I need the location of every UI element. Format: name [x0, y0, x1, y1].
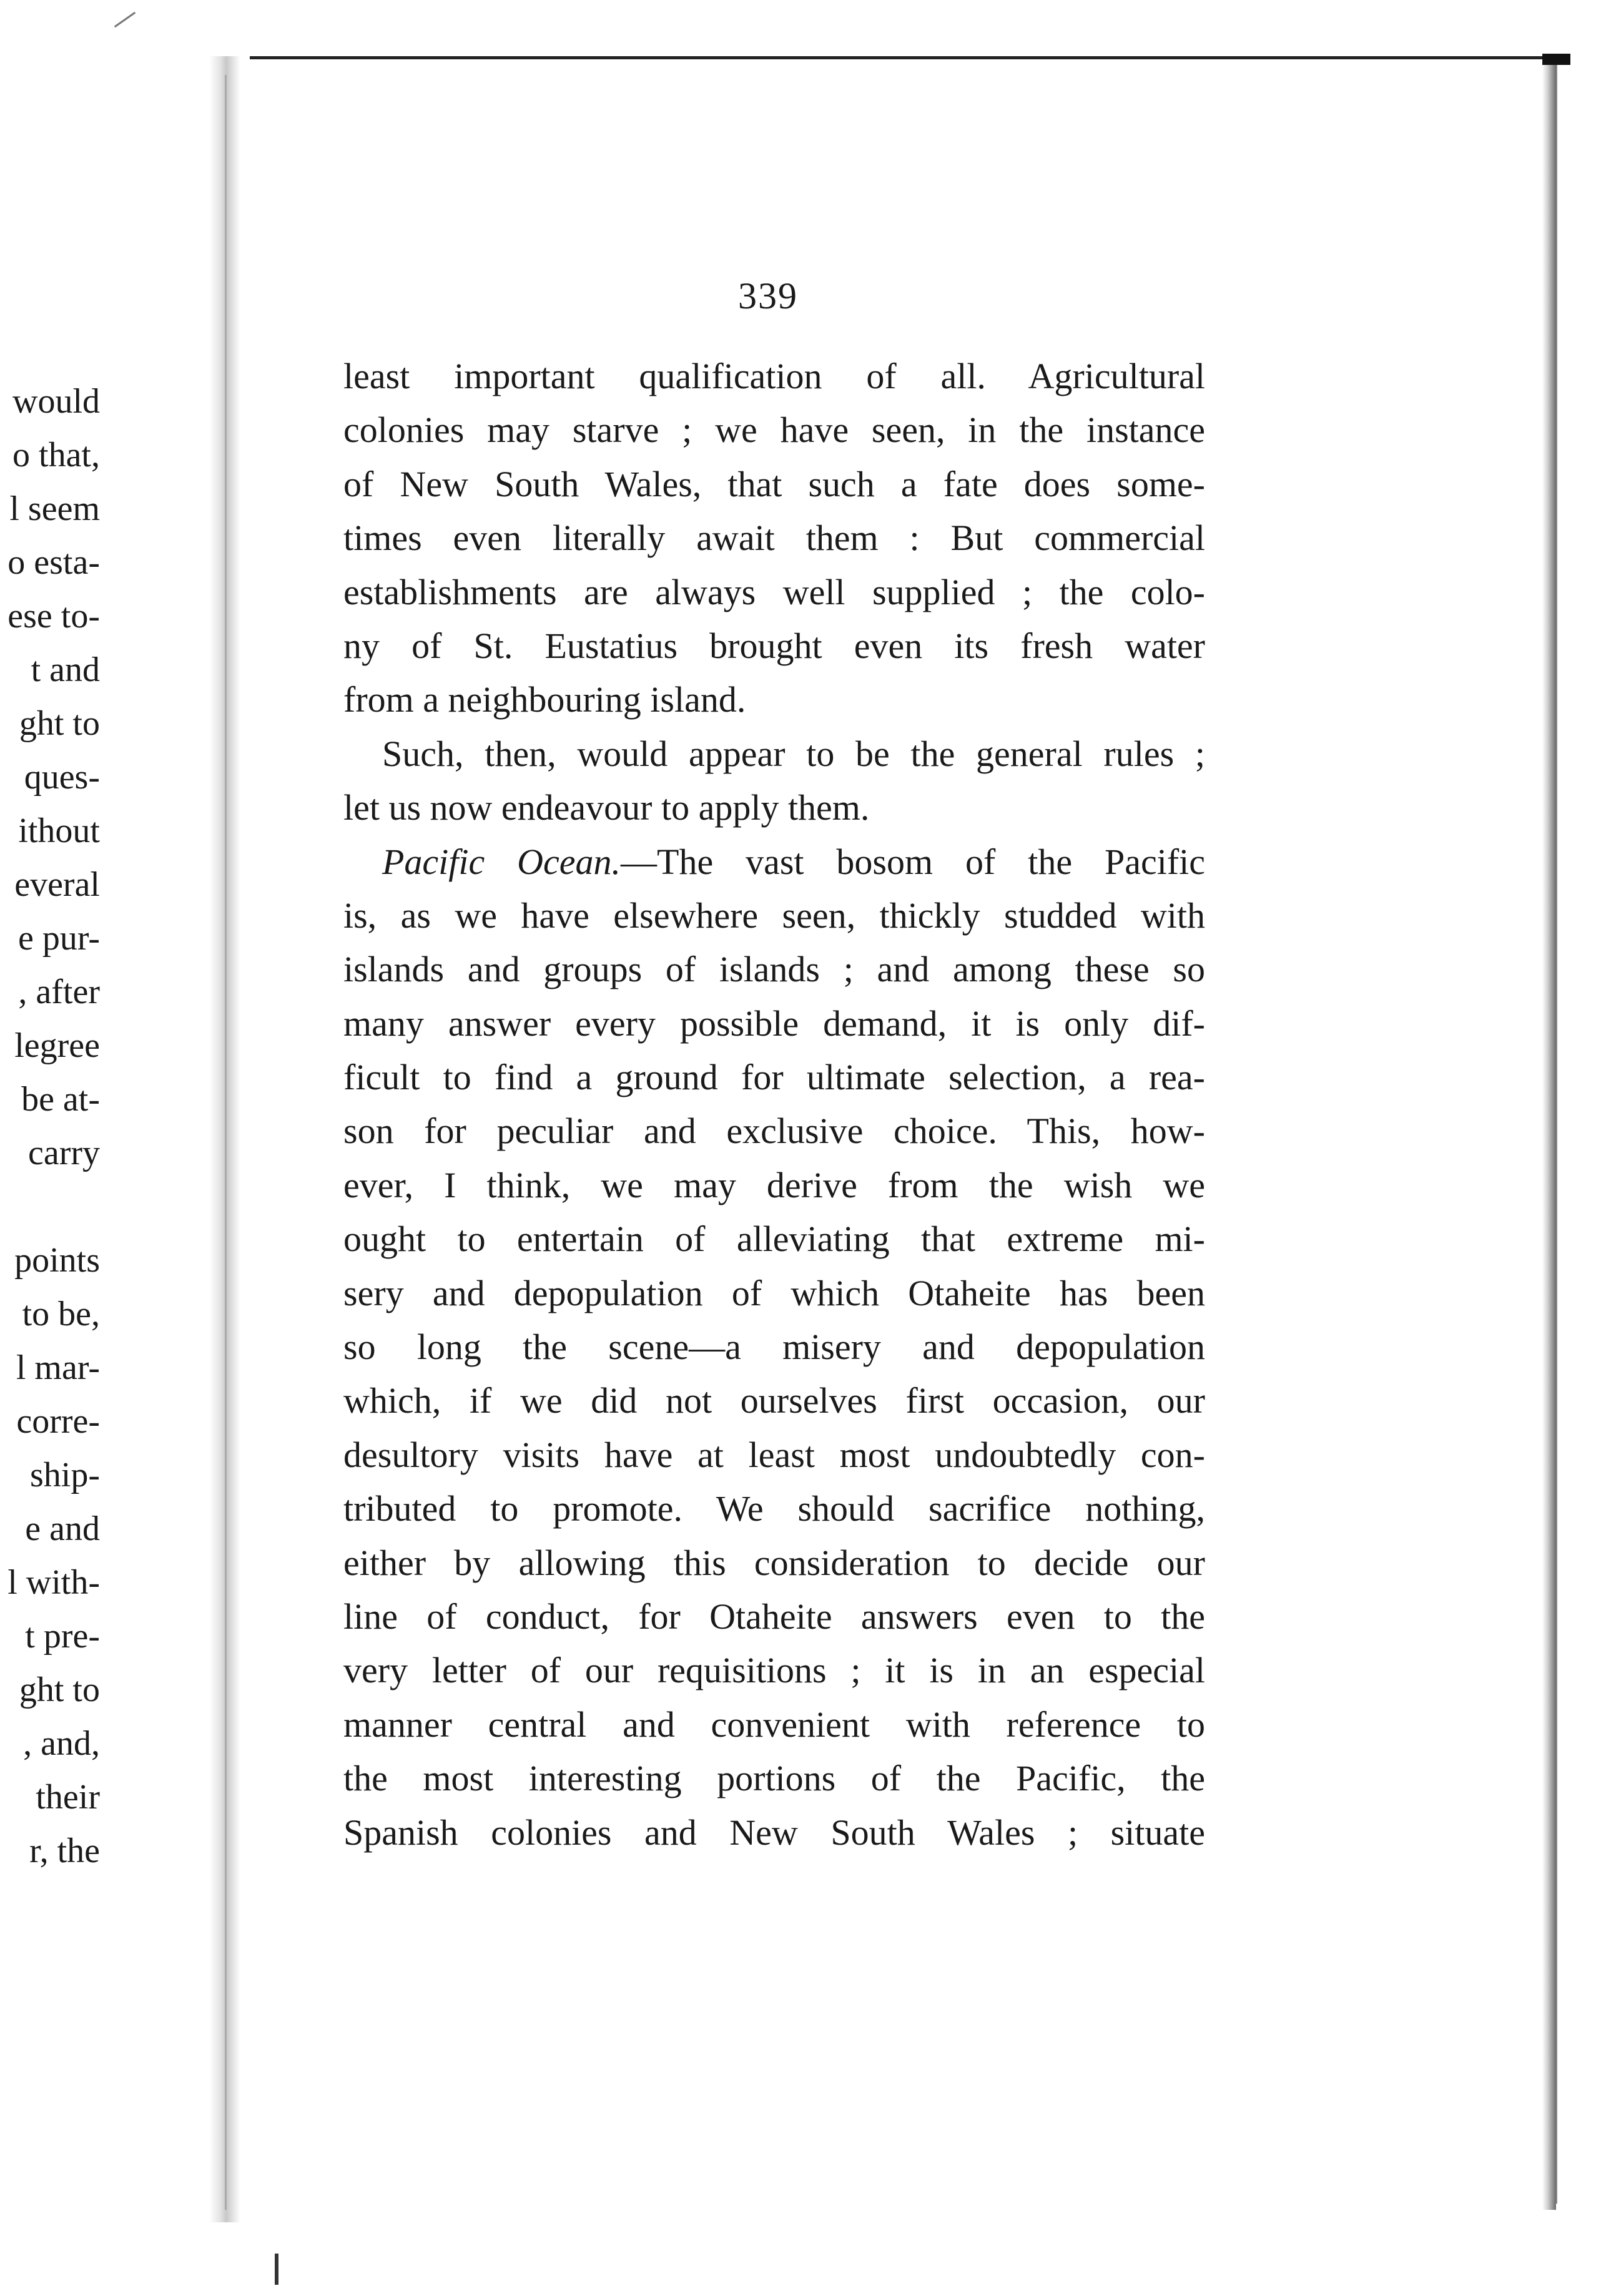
left-line: ght to — [19, 1670, 100, 1709]
left-line: e and — [25, 1509, 100, 1548]
left-page-text-fragments — [0, 375, 100, 1878]
text-line: ever, I think, we may derive from the wish we — [343, 1164, 1205, 1205]
text-line: which, if we did not ourselves first occasion, our — [343, 1380, 1205, 1421]
page-fore-edge — [1556, 62, 1571, 2204]
left-line: ithout — [18, 812, 100, 850]
text-line-rest: —The vast bosom of the Pacific — [621, 841, 1205, 882]
text-line: manner central and convenient with reference to — [343, 1704, 1205, 1745]
page-body-text — [343, 350, 1205, 1860]
left-line: to be, — [22, 1295, 100, 1333]
scan-artifact-mark — [275, 2254, 278, 2285]
left-line: , after — [18, 973, 100, 1011]
left-line: o esta- — [7, 543, 100, 582]
text-line: many answer every possible demand, it is only dif- — [343, 1003, 1205, 1044]
left-line: ght to — [19, 704, 100, 743]
left-line: points — [14, 1241, 100, 1280]
text-line: ought to entertain of alleviating that extreme mi- — [343, 1219, 1205, 1260]
left-line: l seem — [9, 489, 100, 528]
left-line: corre- — [16, 1402, 100, 1441]
text-line: is, as we have elsewhere seen, thickly studded with — [343, 895, 1205, 936]
left-line: everal — [14, 865, 100, 904]
left-line: be at- — [21, 1080, 100, 1119]
text-line: line of conduct, for Otaheite answers even to the — [343, 1596, 1205, 1637]
text-line: ficult to find a ground for ultimate selection, a rea- — [343, 1057, 1205, 1098]
text-line: tributed to promote. We should sacrifice nothing, — [343, 1488, 1205, 1529]
left-line: r, the — [29, 1832, 100, 1870]
gutter-fold-line — [225, 75, 227, 2210]
text-line: ny of St. Eustatius brought even its fresh water — [343, 625, 1205, 666]
page-right-edge-shadow — [1542, 56, 1556, 2210]
text-line: sery and depopulation of which Otaheite has been — [343, 1272, 1205, 1313]
page-top-edge — [250, 56, 1549, 59]
left-line: e pur- — [17, 919, 100, 958]
left-line: t and — [31, 650, 100, 689]
left-facing-page — [0, 37, 219, 2247]
left-line: ques- — [24, 758, 100, 797]
text-line: desultory visits have at least most undoubtedly con- — [343, 1434, 1205, 1475]
text-line: establishments are always well supplied ; the colo- — [343, 571, 1205, 612]
text-line: very letter of our requisitions ; it is in an especial — [343, 1650, 1205, 1691]
left-line: l mar- — [16, 1348, 100, 1387]
text-line: let us now endeavour to apply them. — [343, 787, 870, 828]
text-line: the most interesting portions of the Pacific, the — [343, 1758, 1205, 1799]
left-line: would — [12, 382, 100, 421]
corner-clip-mark — [1542, 54, 1570, 65]
section-heading-line — [343, 835, 1205, 889]
left-line: t pre- — [25, 1617, 100, 1656]
text-line: islands and groups of islands ; and among these so — [343, 949, 1205, 990]
text-line: colonies may starve ; we have seen, in the instance — [343, 410, 1205, 451]
left-line: their — [36, 1778, 100, 1817]
left-line-gap — [0, 1180, 100, 1234]
text-line: Such, then, would appear to be the general rules ; — [382, 733, 1205, 774]
text-line: least important qualification of all. Agricultural — [343, 356, 1205, 396]
left-line: ese to- — [7, 597, 100, 635]
text-line: Spanish colonies and New South Wales ; situate — [343, 1812, 1205, 1853]
text-line: of New South Wales, that such a fate does some- — [343, 463, 1205, 504]
left-line: o that, — [12, 436, 100, 474]
left-line: legree — [14, 1026, 100, 1065]
left-line: l with- — [7, 1563, 100, 1602]
page-number: 339 — [738, 275, 798, 316]
text-line: from a neighbouring island. — [343, 679, 746, 720]
scan-artifact-mark — [114, 12, 135, 27]
text-line: times even literally await them : But commercial — [343, 518, 1205, 559]
text-line: son for peculiar and exclusive choice. This, how- — [343, 1111, 1205, 1152]
text-line: either by allowing this consideration to decide our — [343, 1542, 1205, 1583]
left-line: , and, — [23, 1724, 100, 1763]
left-line: ship- — [30, 1456, 100, 1494]
section-heading: Pacific Ocean. — [382, 841, 621, 882]
left-line: carry — [27, 1134, 100, 1172]
text-line: so long the scene—a misery and depopulation — [343, 1327, 1205, 1368]
